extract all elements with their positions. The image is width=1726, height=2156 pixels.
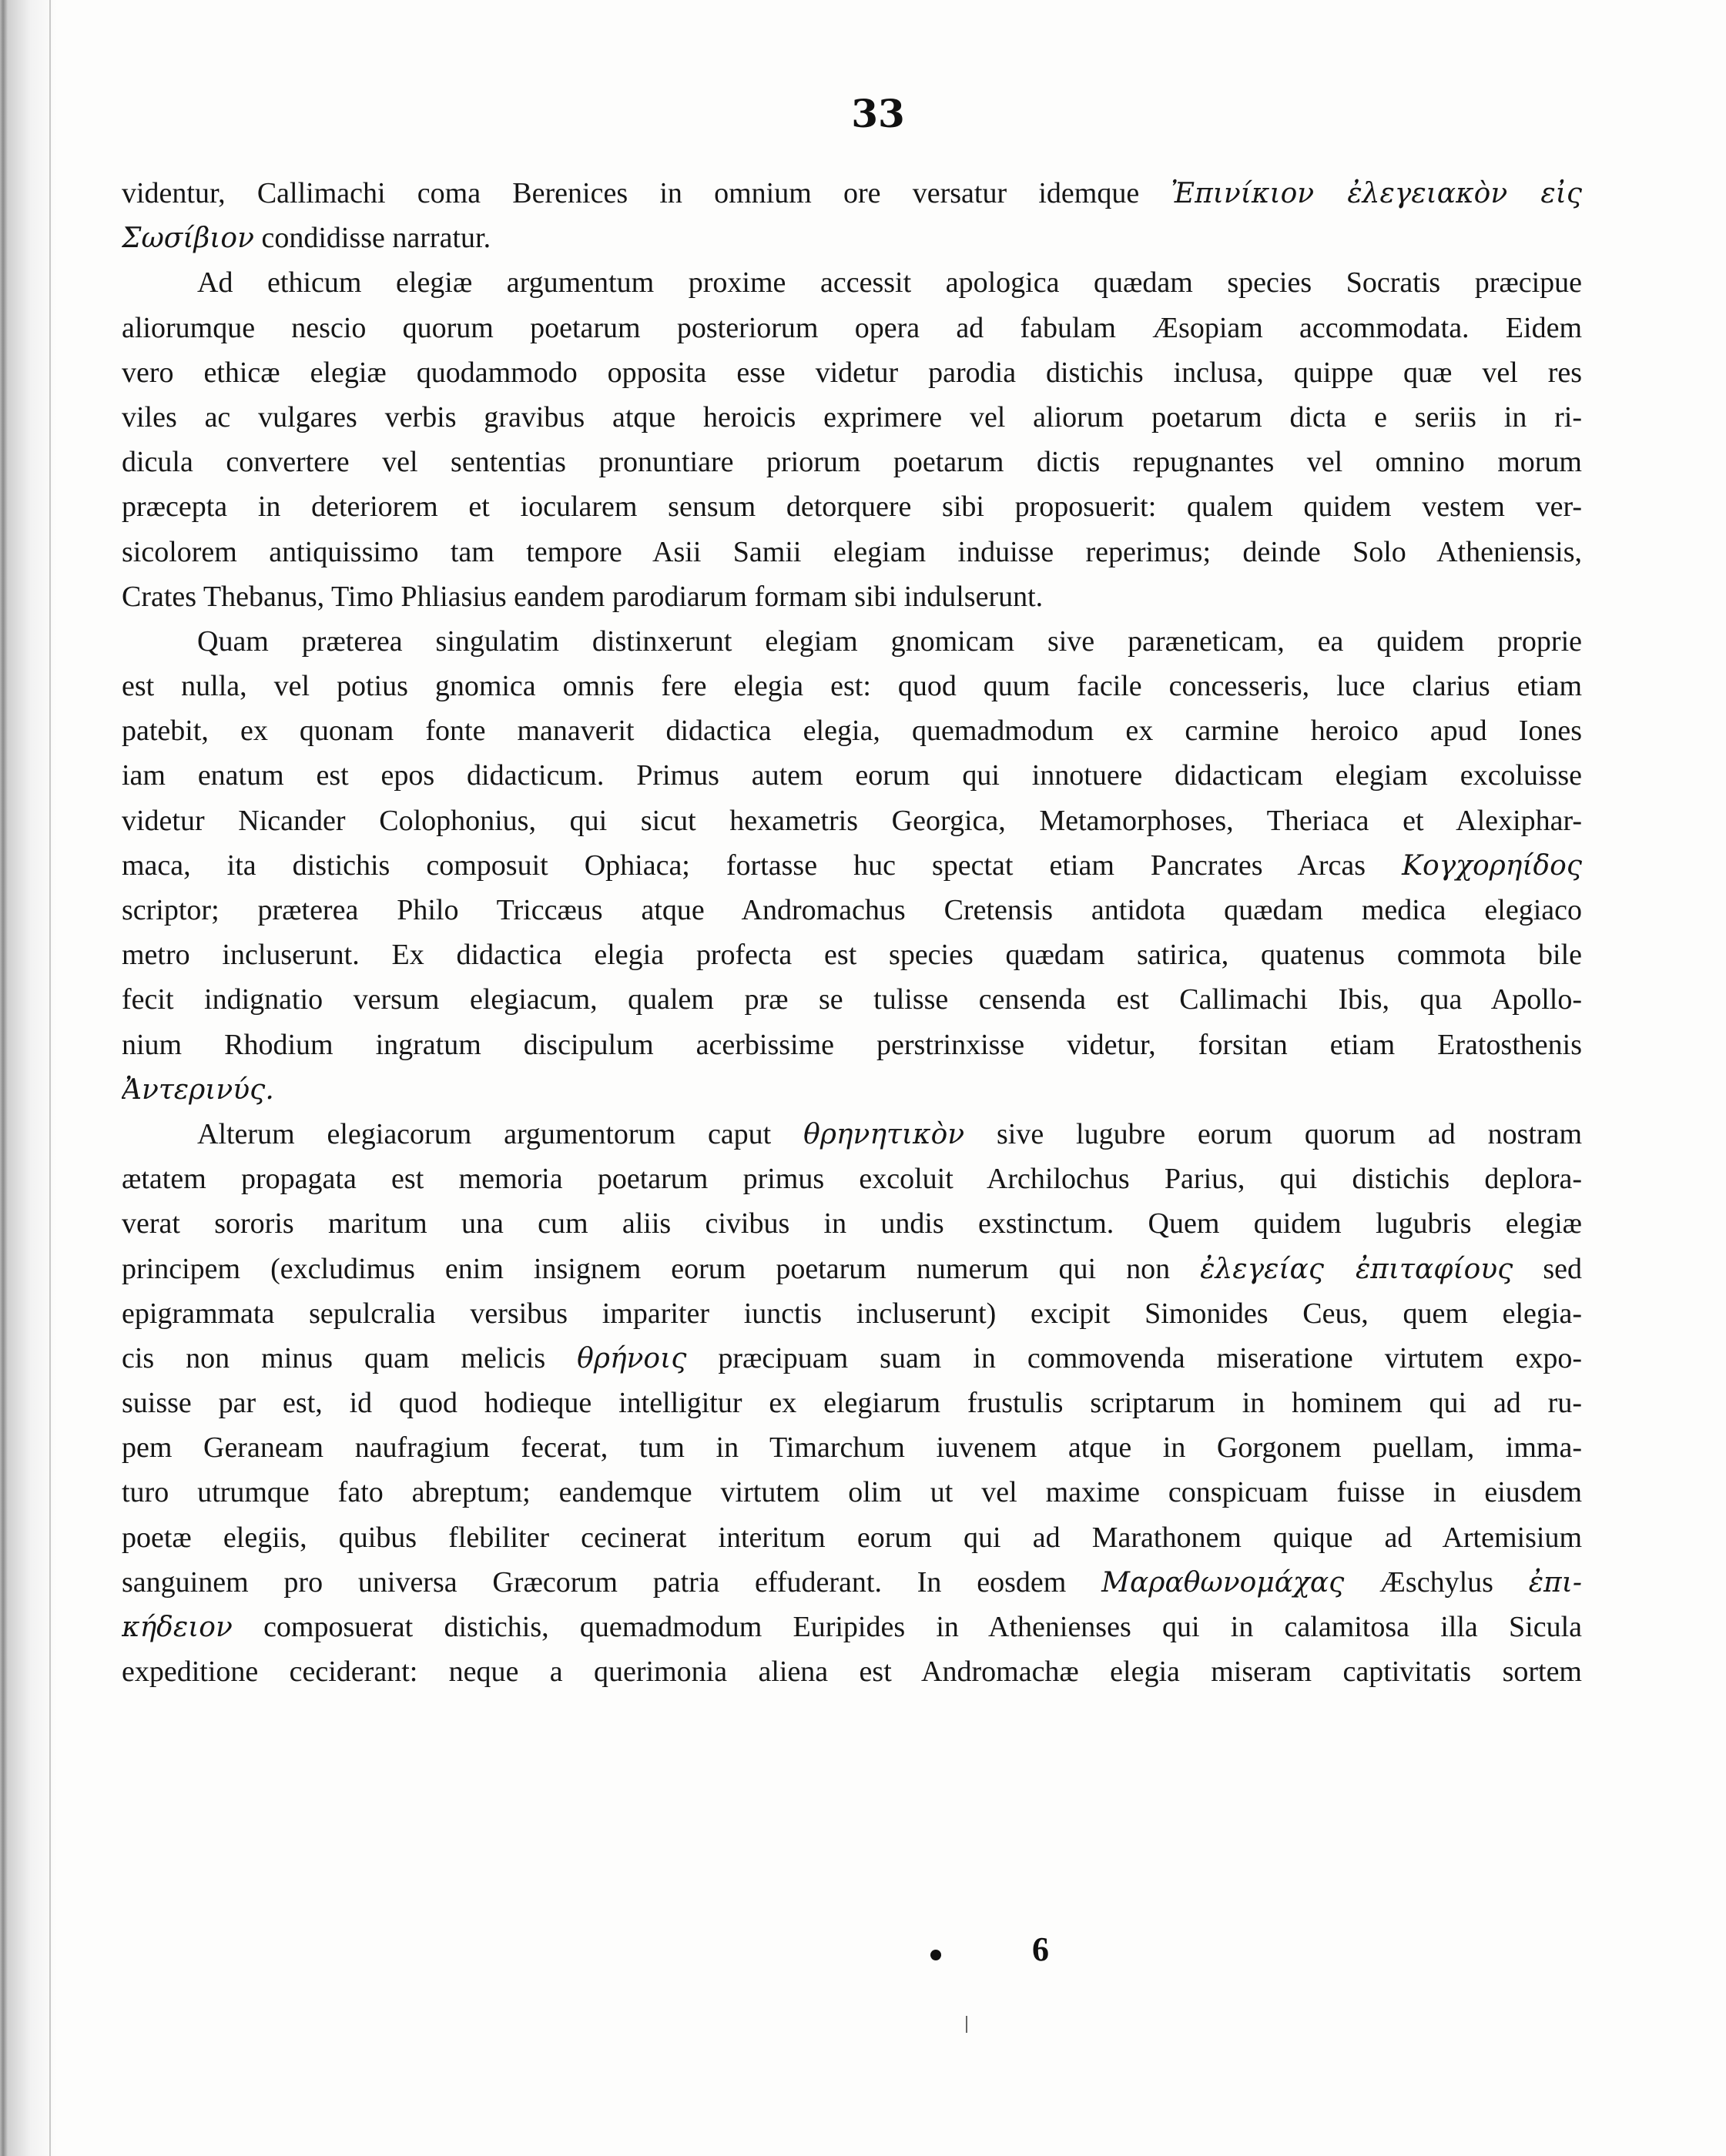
text-line [122, 306, 1582, 350]
text-segment: epigrammata sepulcralia versibus impariter iunctis incluserunt) excipit Simonides Ceus, quem elegia- [122, 1297, 1582, 1330]
text-line [122, 484, 1582, 529]
text-segment: turo utrumque fato abreptum; eandemque virtutem olim ut vel maxime conspicuam fuisse in eiusdem [122, 1476, 1582, 1509]
text-line [122, 798, 1582, 843]
greek-phrase: Μαραθωνομάχας [1101, 1566, 1345, 1599]
text-segment: condidisse narratur. [253, 222, 491, 255]
text-segment: principem (excludimus enim insignem eorum poetarum numerum qui non [122, 1252, 1201, 1285]
text-segment: videntur, Callimachi coma Berenices in omnium ore versatur idemque [122, 177, 1171, 209]
text-segment: Alterum elegiacorum argumentorum caput [197, 1117, 804, 1150]
text-line [122, 843, 1582, 888]
text-line [122, 977, 1582, 1022]
text-line [122, 350, 1582, 395]
text-segment: Quam præterea singulatim distinxerunt elegiam gnomicam sive paræneticam, ea quidem proprie [197, 624, 1582, 658]
text-segment: patebit, ex quonam fonte manaverit didactica elegia, quemadmodum ex carmine heroico apud Iones [122, 715, 1582, 748]
text-line [122, 1381, 1582, 1425]
greek-phrase: Ἀντερινύς. [122, 1073, 274, 1106]
text-segment: metro incluserunt. Ex didactica elegia profecta est species quædam satirica, quatenus commota bile [122, 939, 1582, 972]
text-segment: ætatem propagata est memoria poetarum primus excoluit Archilochus Parius, qui distichis deplora- [122, 1163, 1582, 1196]
text-segment: iam enatum est epos didacticum. Primus autem eorum qui innotuere didacticam elegiam excoluisse [122, 759, 1582, 792]
text-line [122, 530, 1582, 574]
text-line [122, 619, 1582, 664]
page-number: 33 [851, 91, 905, 136]
text-line [122, 1336, 1582, 1381]
text-segment: maca, ita distichis composuit Ophiaca; fortasse huc spectat etiam Pancrates Arcas [122, 849, 1403, 882]
text-line [122, 1112, 1582, 1157]
text-segment: aliorumque nescio quorum poetarum posteriorum opera ad fabulam Æsopiam accommodata. Eidem [122, 311, 1582, 344]
greek-phrase: θρηνητικὸν [803, 1118, 965, 1150]
text-segment: expeditione ceciderant: neque a querimonia aliena est Andromachæ elegia miseram captivitatis sortem [122, 1656, 1582, 1689]
greek-phrase: Σωσίβιον [122, 223, 254, 255]
binding-line [49, 0, 51, 2156]
footer-dot [930, 1950, 941, 1960]
text-segment: viles ac vulgares verbis gravibus atque heroicis exprimere vel aliorum poetarum dicta e seriis in ri- [122, 400, 1582, 434]
text-segment: scriptor; præterea Philo Triccæus atque Andromachus Cretensis antidota quædam medica elegiaco [122, 894, 1582, 926]
greek-phrase: θρήνοις [577, 1342, 687, 1374]
text-line [122, 1067, 1582, 1112]
text-line [122, 932, 1582, 977]
text-line [122, 1201, 1582, 1246]
text-line [122, 1425, 1582, 1470]
text-segment: sicolorem antiquissimo tam tempore Asii Samii elegiam induisse reperimus; deinde Solo Atheniensis, [122, 535, 1582, 568]
text-segment: sive lugubre eorum quorum ad nostram [964, 1117, 1582, 1150]
text-line [122, 574, 1582, 619]
text-segment: composuerat distichis, quemadmodum Euripides in Athenienses qui in calamitosa illa Sicula [232, 1611, 1582, 1643]
greek-phrase: ἐπι- [1528, 1566, 1582, 1599]
text-line [122, 171, 1582, 216]
greek-phrase: Κογχορηίδος [1402, 849, 1582, 882]
text-line [122, 708, 1582, 753]
body-text [122, 171, 1582, 1694]
text-segment: nium Rhodium ingratum discipulum acerbissime perstrinxisse videtur, forsitan etiam Eratosthenis [122, 1028, 1582, 1061]
text-segment: præcepta in deteriorem et iocularem sensum detorquere sibi proposuerit: qualem quidem vestem ver- [122, 490, 1582, 524]
text-segment: suisse par est, id quod hodieque intelligitur ex elegiarum frustulis scriptarum in hominem qui ad ru- [122, 1387, 1582, 1420]
text-segment: videtur Nicander Colophonius, qui sicut hexametris Georgica, Metamorphoses, Theriaca et Alexiphar- [122, 804, 1582, 837]
text-segment: cis non minus quam melicis [122, 1341, 578, 1374]
text-segment: præcipuam suam in commovenda miseratione virtutem expo- [686, 1341, 1582, 1374]
text-segment: fecit indignatio versum elegiacum, qualem præ se tulisse censenda est Callimachi Ibis, qua Apollo- [122, 983, 1582, 1016]
text-segment: dicula convertere vel sententias pronuntiare priorum poetarum dictis repugnantes vel omnino morum [122, 446, 1582, 479]
text-line [122, 664, 1582, 708]
text-line [122, 395, 1582, 440]
text-segment: sed [1513, 1252, 1582, 1285]
text-line [122, 1560, 1582, 1605]
print-tick-mark [966, 2016, 967, 2033]
signature-mark: 6 [1032, 1930, 1049, 1968]
greek-phrase: κήδειον [122, 1612, 233, 1643]
text-line [122, 1023, 1582, 1067]
text-segment: sanguinem pro universa Græcorum patria effuderant. In eosdem [122, 1565, 1102, 1599]
text-line [122, 260, 1582, 305]
text-line [122, 440, 1582, 484]
text-segment: poetæ elegiis, quibus flebiliter cecinerat interitum eorum qui ad Marathonem quique ad Artemisium [122, 1521, 1582, 1554]
text-line [122, 1470, 1582, 1515]
text-line [122, 1605, 1582, 1649]
text-line [122, 1247, 1582, 1291]
text-segment: verat sororis maritum una cum aliis civibus in undis exstinctum. Quem quidem lugubris elegiæ [122, 1207, 1582, 1240]
text-line [122, 1649, 1582, 1694]
text-segment: Crates Thebanus, Timo Phliasius eandem parodiarum formam sibi indulserunt. [122, 580, 1044, 613]
text-segment: pem Geraneam naufragium fecerat, tum in Timarchum iuvenem atque in Gorgonem puellam, imma- [122, 1431, 1582, 1465]
text-line [122, 1157, 1582, 1201]
text-line [122, 1291, 1582, 1336]
text-line [122, 888, 1582, 932]
text-segment: Ad ethicum elegiæ argumentum proxime accessit apologica quædam species Socratis præcipue [197, 266, 1582, 300]
text-line [122, 1515, 1582, 1560]
greek-phrase: Ἐπινίκιον ἐλεγειακὸν εἰς [1171, 178, 1582, 209]
text-segment: est nulla, vel potius gnomica omnis fere elegia est: quod quum facile concesseris, luce clarius etiam [122, 670, 1582, 703]
text-line [122, 216, 1582, 260]
binding-shadow [0, 0, 57, 2156]
text-segment: Æschylus [1344, 1565, 1529, 1599]
text-segment: vero ethicæ elegiæ quodammodo opposita esse videtur parodia distichis inclusa, quippe quæ vel res [122, 356, 1582, 389]
text-line [122, 753, 1582, 798]
greek-phrase: ἐλεγείας ἐπιταφίους [1200, 1253, 1513, 1285]
